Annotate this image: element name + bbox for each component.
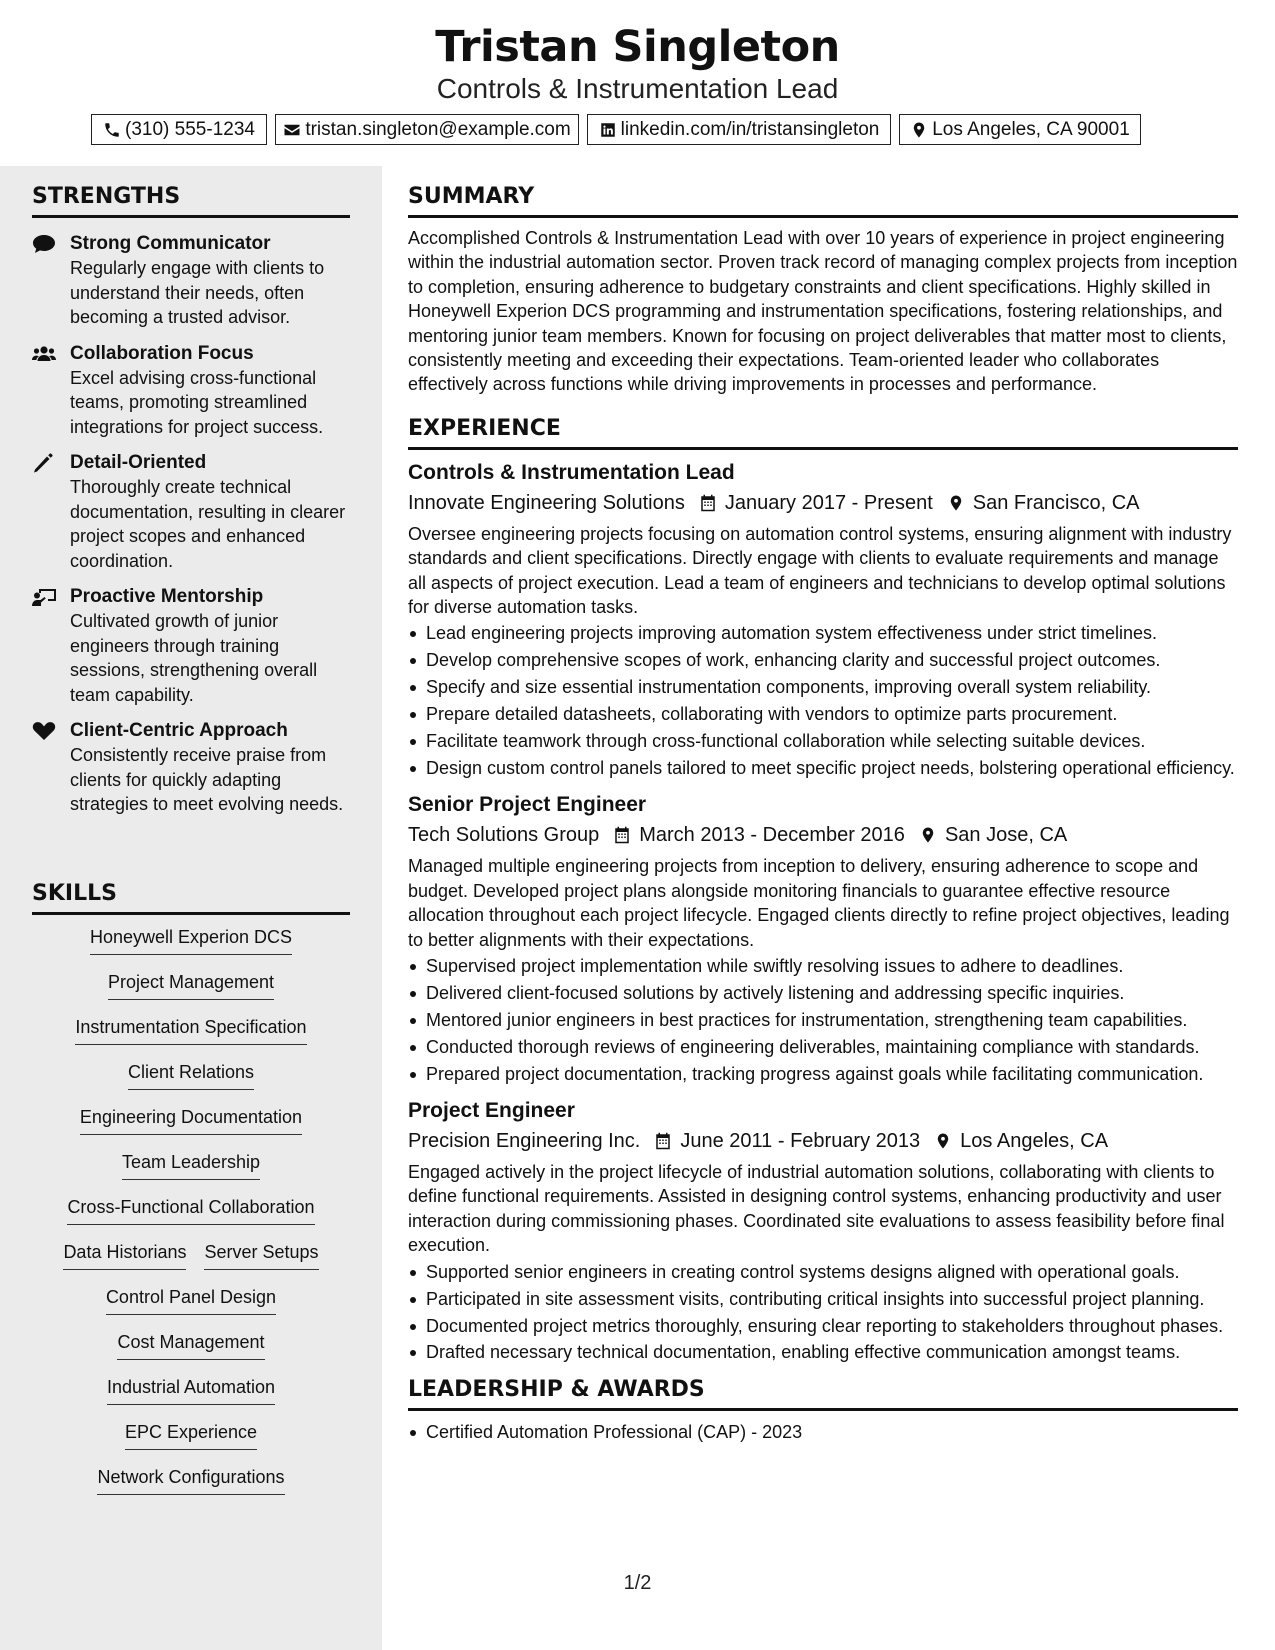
skill-row bbox=[128, 1060, 254, 1105]
skill-row bbox=[108, 970, 274, 1015]
strength-title: Client-Centric Approach bbox=[70, 720, 288, 741]
strength-item bbox=[32, 719, 350, 817]
job-title: Senior Project Engineer bbox=[408, 793, 647, 817]
job-bullet: Participated in site assessment visits, contributing critical insights into successful project planning. bbox=[408, 1287, 1238, 1311]
experience-heading: EXPERIENCE bbox=[408, 416, 1238, 450]
skill-row bbox=[97, 1465, 284, 1510]
awards-list bbox=[408, 1420, 1238, 1444]
job-meta bbox=[408, 1126, 1238, 1156]
job-dates: March 2013 - December 2016 bbox=[639, 824, 905, 847]
contact-bar bbox=[91, 114, 1141, 145]
job-bullet: Design custom control panels tailored to meet specific project needs, bolstering operational efficiency. bbox=[408, 756, 1238, 780]
job-bullet: Supervised project implementation while swiftly resolving issues to adhere to deadlines. bbox=[408, 954, 1238, 978]
skill-tag: EPC Experience bbox=[125, 1420, 257, 1450]
contact-linkedin[interactable] bbox=[587, 114, 891, 145]
job-bullet: Documented project metrics thoroughly, ensuring clear reporting to stakeholders throughout phases. bbox=[408, 1314, 1238, 1338]
job-bullet: Drafted necessary technical documentation, enabling effective communication amongst teams. bbox=[408, 1340, 1238, 1364]
map-pin-icon bbox=[933, 494, 973, 512]
job-bullet: Lead engineering projects improving automation system effectiveness under strict timelines. bbox=[408, 621, 1238, 645]
job-dates: June 2011 - February 2013 bbox=[680, 1130, 921, 1153]
skills-heading: SKILLS bbox=[32, 881, 350, 915]
skill-tag: Project Management bbox=[108, 970, 274, 1000]
strength-title: Collaboration Focus bbox=[70, 342, 254, 364]
page-number: 1/2 bbox=[623, 1572, 652, 1594]
job-bullet: Mentored junior engineers in best practices for instrumentation, strengthening team capabilities. bbox=[408, 1008, 1238, 1032]
awards-heading: LEADERSHIP & AWARDS bbox=[408, 1377, 1238, 1411]
job-bullet: Prepared project documentation, tracking progress against goals while facilitating communication. bbox=[408, 1062, 1238, 1086]
skill-tag: Data Historians bbox=[63, 1240, 186, 1270]
pencil-icon bbox=[32, 453, 56, 473]
skill-tag: Industrial Automation bbox=[107, 1375, 275, 1405]
job-location: San Jose, CA bbox=[944, 824, 1068, 847]
experience-list bbox=[408, 458, 1238, 1365]
strength-item bbox=[32, 342, 350, 440]
job-description: Managed multiple engineering projects from inception to delivery, ensuring adherence to scope and budget. Developed project plans alongside monitoring financials to guarantee effective resource allocation throughout each project lifecycle. Engaged clients directly to refine project objectives, leading to better alignments with their expectations. bbox=[408, 856, 1230, 950]
calendar-icon bbox=[599, 826, 639, 844]
job-bullet: Delivered client-focused solutions by actively listening and addressing specific inquiries. bbox=[408, 981, 1238, 1005]
skill-tag: Control Panel Design bbox=[106, 1285, 276, 1315]
contact-phone[interactable] bbox=[91, 114, 267, 145]
job-entry bbox=[408, 790, 1238, 1086]
job-bullet: Prepare detailed datasheets, collaborating with vendors to optimize parts procurement. bbox=[408, 702, 1238, 726]
skill-row bbox=[80, 1105, 302, 1150]
job-meta bbox=[408, 820, 1238, 850]
skill-row bbox=[90, 925, 292, 970]
job-title: Project Engineer bbox=[408, 1099, 575, 1123]
contact-location[interactable] bbox=[899, 114, 1141, 145]
envelope-icon bbox=[283, 121, 301, 139]
job-bullet: Supported senior engineers in creating control systems designs aligned with operational goals. bbox=[408, 1260, 1238, 1284]
candidate-title: Controls & Instrumentation Lead bbox=[436, 73, 839, 104]
job-dates: January 2017 - Present bbox=[724, 491, 933, 514]
job-meta bbox=[408, 488, 1238, 518]
strength-desc: Consistently receive praise from clients for quickly adapting strategies to meet evolving needs. bbox=[70, 745, 344, 814]
job-description: Engaged actively in the project lifecycle of industrial automation solutions, collaborating with clients to define functional requirements. Assisted in designing control systems, enhancing productivity and user interaction during commissioning phases. Coordinated site evaluations to assess feasibility before final execution. bbox=[408, 1162, 1225, 1256]
job-entry bbox=[408, 458, 1238, 781]
job-company: Innovate Engineering Solutions bbox=[408, 491, 685, 514]
skill-tag: Team Leadership bbox=[122, 1150, 260, 1180]
skill-tag: Engineering Documentation bbox=[80, 1105, 302, 1135]
strength-item bbox=[32, 232, 350, 330]
job-location: Los Angeles, CA bbox=[960, 1130, 1109, 1153]
phone-icon bbox=[103, 121, 121, 139]
skill-tag: Server Setups bbox=[204, 1240, 318, 1270]
summary-text: Accomplished Controls & Instrumentation Lead with over 10 years of experience in project engineering within the industrial automation sector. Proven track record of managing complex projects from inception to completion, ensuring adherence to budgetary constraints and client specifications. Highly skilled in Honeywell Experion DCS programming and instrumentation specifications, fostering relationships, and mentoring junior team members. Known for focusing on project deliverables that matter most to clients, consistently meeting and exceeding their expectations. Team-oriented leader who collaborates effectively across functions while driving improvements in processes and performance. bbox=[408, 228, 1238, 395]
skills-list bbox=[32, 925, 350, 1510]
job-location: San Francisco, CA bbox=[972, 491, 1140, 514]
summary-heading: SUMMARY bbox=[408, 184, 1238, 218]
job-company: Precision Engineering Inc. bbox=[408, 1130, 641, 1153]
strength-title: Strong Communicator bbox=[70, 233, 271, 254]
skills-section bbox=[32, 881, 350, 1510]
skill-row bbox=[75, 1015, 306, 1060]
strength-title: Proactive Mentorship bbox=[70, 586, 264, 607]
job-entry bbox=[408, 1096, 1238, 1365]
award-item: Certified Automation Professional (CAP) - 2023 bbox=[408, 1420, 1238, 1444]
strength-desc: Cultivated growth of junior engineers through training sessions, strengthening overall team capability. bbox=[70, 611, 318, 705]
job-bullets bbox=[408, 1260, 1238, 1365]
map-pin-icon bbox=[910, 121, 928, 139]
skill-tag: Cross-Functional Collaboration bbox=[67, 1195, 314, 1225]
job-bullets bbox=[408, 954, 1238, 1086]
contact-linkedin-text: linkedin.com/in/tristansingleton bbox=[620, 118, 880, 140]
job-description: Oversee engineering projects focusing on automation control systems, ensuring alignment with industry standards and client specifications. Directly engage with clients to evaluate requirements and manage all aspects of project execution. Lead a team of engineers and technicians to develop optimal solutions for diverse automation tasks. bbox=[408, 523, 1232, 618]
main-content bbox=[408, 166, 1238, 1447]
job-bullet: Develop comprehensive scopes of work, enhancing clarity and successful project outcomes. bbox=[408, 648, 1238, 672]
map-pin-icon bbox=[905, 826, 945, 844]
skill-row bbox=[122, 1150, 260, 1195]
skill-tag: Client Relations bbox=[128, 1060, 254, 1090]
strength-desc: Regularly engage with clients to understand their needs, often becoming a trusted advisor. bbox=[70, 258, 325, 327]
skill-tag: Honeywell Experion DCS bbox=[90, 925, 292, 955]
strengths-heading: STRENGTHS bbox=[32, 184, 350, 218]
sidebar bbox=[0, 166, 382, 1650]
skill-tag: Instrumentation Specification bbox=[75, 1015, 306, 1045]
map-pin-icon bbox=[920, 1132, 960, 1150]
job-bullet: Facilitate teamwork through cross-functional collaboration while selecting suitable devices. bbox=[408, 729, 1238, 753]
resume-header bbox=[0, 0, 1275, 166]
contact-email-text: tristan.singleton@example.com bbox=[305, 118, 571, 140]
strength-desc: Thoroughly create technical documentation, resulting in clearer project scopes and enhanced coordination. bbox=[70, 477, 346, 571]
strength-desc: Excel advising cross-functional teams, promoting streamlined integrations for project success. bbox=[70, 367, 324, 437]
job-bullet: Conducted thorough reviews of engineering deliverables, maintaining compliance with standards. bbox=[408, 1035, 1238, 1059]
strengths-section bbox=[32, 184, 350, 817]
skill-tag: Network Configurations bbox=[97, 1465, 284, 1495]
skill-row bbox=[106, 1285, 276, 1330]
contact-phone-text: (310) 555-1234 bbox=[125, 118, 255, 140]
calendar-icon bbox=[685, 494, 725, 512]
job-bullets bbox=[408, 621, 1238, 780]
strength-title: Detail-Oriented bbox=[70, 452, 207, 473]
skill-row bbox=[63, 1240, 318, 1285]
chalkboard-teacher-icon bbox=[32, 587, 56, 607]
contact-location-text: Los Angeles, CA 90001 bbox=[932, 118, 1130, 140]
skill-row bbox=[107, 1375, 275, 1420]
skill-row bbox=[125, 1420, 257, 1465]
job-company: Tech Solutions Group bbox=[408, 824, 600, 847]
calendar-icon bbox=[640, 1132, 680, 1150]
users-icon bbox=[32, 344, 56, 364]
speech-bubble-icon bbox=[32, 234, 56, 254]
skill-row bbox=[67, 1195, 314, 1240]
strength-item bbox=[32, 451, 350, 573]
skill-tag: Cost Management bbox=[117, 1330, 264, 1360]
contact-email[interactable] bbox=[275, 114, 579, 145]
linkedin-icon bbox=[599, 121, 617, 139]
job-bullet: Specify and size essential instrumentation components, improving overall system reliability. bbox=[408, 675, 1238, 699]
heart-icon bbox=[32, 721, 56, 741]
candidate-name: Tristan Singleton bbox=[435, 22, 840, 72]
skill-row bbox=[117, 1330, 264, 1375]
strength-item bbox=[32, 585, 350, 707]
job-title: Controls & Instrumentation Lead bbox=[408, 460, 735, 484]
